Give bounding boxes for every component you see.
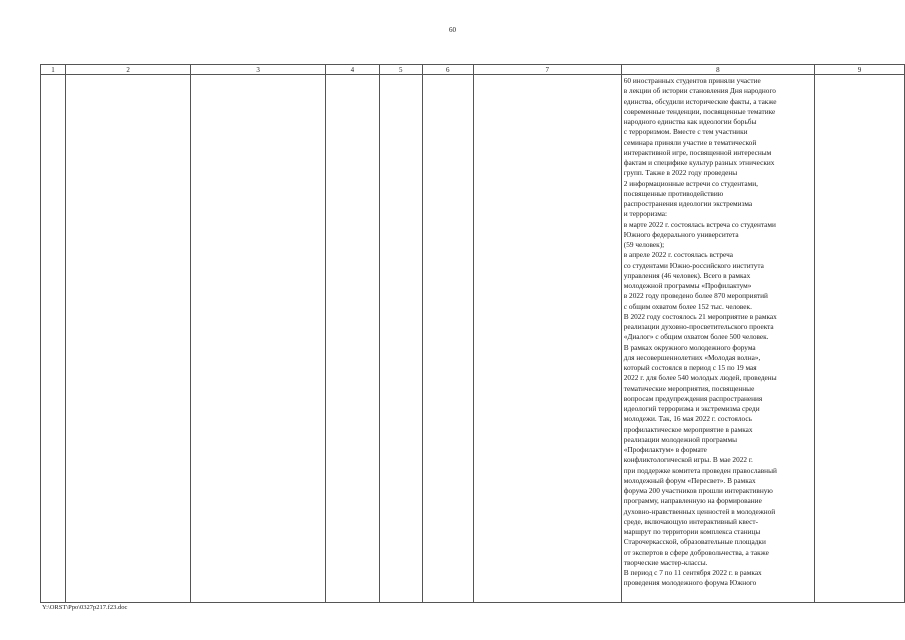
text-line: духовно-нравственных ценностей в молодежной bbox=[623, 506, 776, 516]
text-line: семинара приняли участие в тематической bbox=[623, 137, 757, 147]
text-line: профилактическое мероприятие в рамках bbox=[623, 424, 753, 434]
text-line: с общим охватом более 152 тыс. человек. bbox=[623, 301, 752, 311]
text-line: тематические мероприятия, посвященные bbox=[623, 383, 755, 393]
text-line: фактам и специфике культур разных этнических bbox=[623, 158, 775, 167]
text-line: проведения молодежного форума Южного bbox=[623, 578, 757, 588]
table-cell-col3 bbox=[191, 75, 326, 603]
text-line: среде, включающую интерактивный квест- bbox=[623, 516, 758, 526]
text-line: который состоялся в период с 15 по 19 мая bbox=[623, 363, 757, 372]
text-line: в 2022 году проведено более 870 мероприятий bbox=[623, 291, 768, 301]
text-line: Старочеркасской, образовательные площадки bbox=[623, 537, 766, 547]
table-cell-col4 bbox=[326, 75, 380, 603]
table-cell-col9 bbox=[815, 75, 905, 603]
text-line: в лекции об истории становления Дня народного bbox=[623, 86, 776, 96]
text-line: в марте 2022 г. состоялась встреча со студентами bbox=[623, 219, 776, 229]
column-header: 1 bbox=[41, 65, 66, 75]
text-line: единства, обсудили исторические факты, а также bbox=[623, 96, 777, 106]
text-line: в апреле 2022 г. состоялась встреча bbox=[623, 250, 733, 260]
column-header: 3 bbox=[191, 65, 326, 75]
text-line: с терроризмом. Вместе с тем участники bbox=[623, 127, 748, 137]
text-line: В период с 7 по 11 сентября 2022 г. в рамках bbox=[623, 568, 762, 577]
text-line: идеологий терроризма и экстремизма среди bbox=[623, 404, 760, 413]
file-path-footer: Y:\ORST\Ppo\0327p217.f23.doc bbox=[42, 604, 128, 611]
text-line: Южного федерального университета bbox=[623, 229, 739, 239]
table-row bbox=[41, 75, 905, 603]
text-line: 2 информационные встречи со студентами, bbox=[623, 178, 758, 188]
text-line: современные тенденции, посвященные тематике bbox=[623, 106, 776, 116]
table-cell-col5 bbox=[379, 75, 422, 603]
column-header: 4 bbox=[326, 65, 380, 75]
text-line: народного единства как идеологии борьбы bbox=[623, 117, 757, 126]
column-header: 9 bbox=[815, 65, 905, 75]
text-line: (59 человек); bbox=[623, 240, 665, 249]
text-line: «Профилактум» в формате bbox=[623, 445, 707, 454]
table-cell-col1 bbox=[41, 75, 66, 603]
report-table bbox=[40, 64, 905, 603]
text-line: молодежи. Так, 16 мая 2022 г. состоялось bbox=[623, 414, 752, 424]
text-line: маршрут по территории комплекса станицы bbox=[623, 527, 761, 536]
text-line: реализации духовно-просветительского проекта bbox=[623, 322, 774, 331]
header-row bbox=[41, 65, 905, 75]
text-line: форума 200 участников прошли интерактивную bbox=[623, 486, 773, 495]
text-line: вопросам предупреждения распространения bbox=[623, 393, 763, 403]
text-line: со студентами Южно-российского института bbox=[623, 260, 764, 270]
text-line: и терроризма: bbox=[623, 209, 668, 219]
text-line: реализации молодежной программы bbox=[623, 434, 738, 444]
text-line: от экспертов в сфере добровольчества, а также bbox=[623, 547, 769, 557]
text-line: конфликтологической игры. В мае 2022 г. bbox=[623, 455, 753, 465]
text-line: В рамках окружного молодежного форума bbox=[623, 342, 756, 352]
text-line: молодежной программы «Профилактум» bbox=[623, 281, 752, 290]
text-line: распространения идеологии экстремизма bbox=[623, 199, 753, 208]
text-line: 2022 г. для более 540 молодых людей, проведены bbox=[623, 373, 777, 383]
column-header: 5 bbox=[379, 65, 422, 75]
table-cell-col2 bbox=[66, 75, 191, 603]
text-line: молодежный форум «Пересвет». В рамках bbox=[623, 475, 756, 485]
text-line: творческие мастер-классы. bbox=[623, 557, 708, 567]
text-line: при поддержке комитета проведен православный bbox=[623, 465, 777, 475]
text-line: программу, направленную на формирование bbox=[623, 496, 762, 506]
text-line: для несовершеннолетних «Молодая волна», bbox=[623, 352, 761, 362]
table-cell-col7 bbox=[473, 75, 621, 603]
text-line: интерактивной игре, посвященной интересным bbox=[623, 147, 772, 157]
text-line: «Диалог» с общим охватом более 500 человек. bbox=[623, 332, 769, 342]
table-cell-col8 bbox=[621, 75, 814, 603]
text-line: управления (46 человек). Всего в рамках bbox=[623, 270, 751, 280]
table-cell-col6 bbox=[422, 75, 473, 603]
column-header: 2 bbox=[66, 65, 191, 75]
text-line: 60 иностранных студентов приняли участие bbox=[623, 76, 761, 85]
page-number: 60 bbox=[449, 26, 456, 34]
column-header: 8 bbox=[621, 65, 814, 75]
text-line: групп. Также в 2022 году проведены bbox=[623, 168, 738, 178]
text-line: посвященные противодействию bbox=[623, 188, 724, 198]
cell-text-column-8 bbox=[622, 75, 814, 589]
text-line: В 2022 году состоялось 21 мероприятие в рамках bbox=[623, 311, 777, 321]
column-header: 6 bbox=[422, 65, 473, 75]
column-header: 7 bbox=[473, 65, 621, 75]
